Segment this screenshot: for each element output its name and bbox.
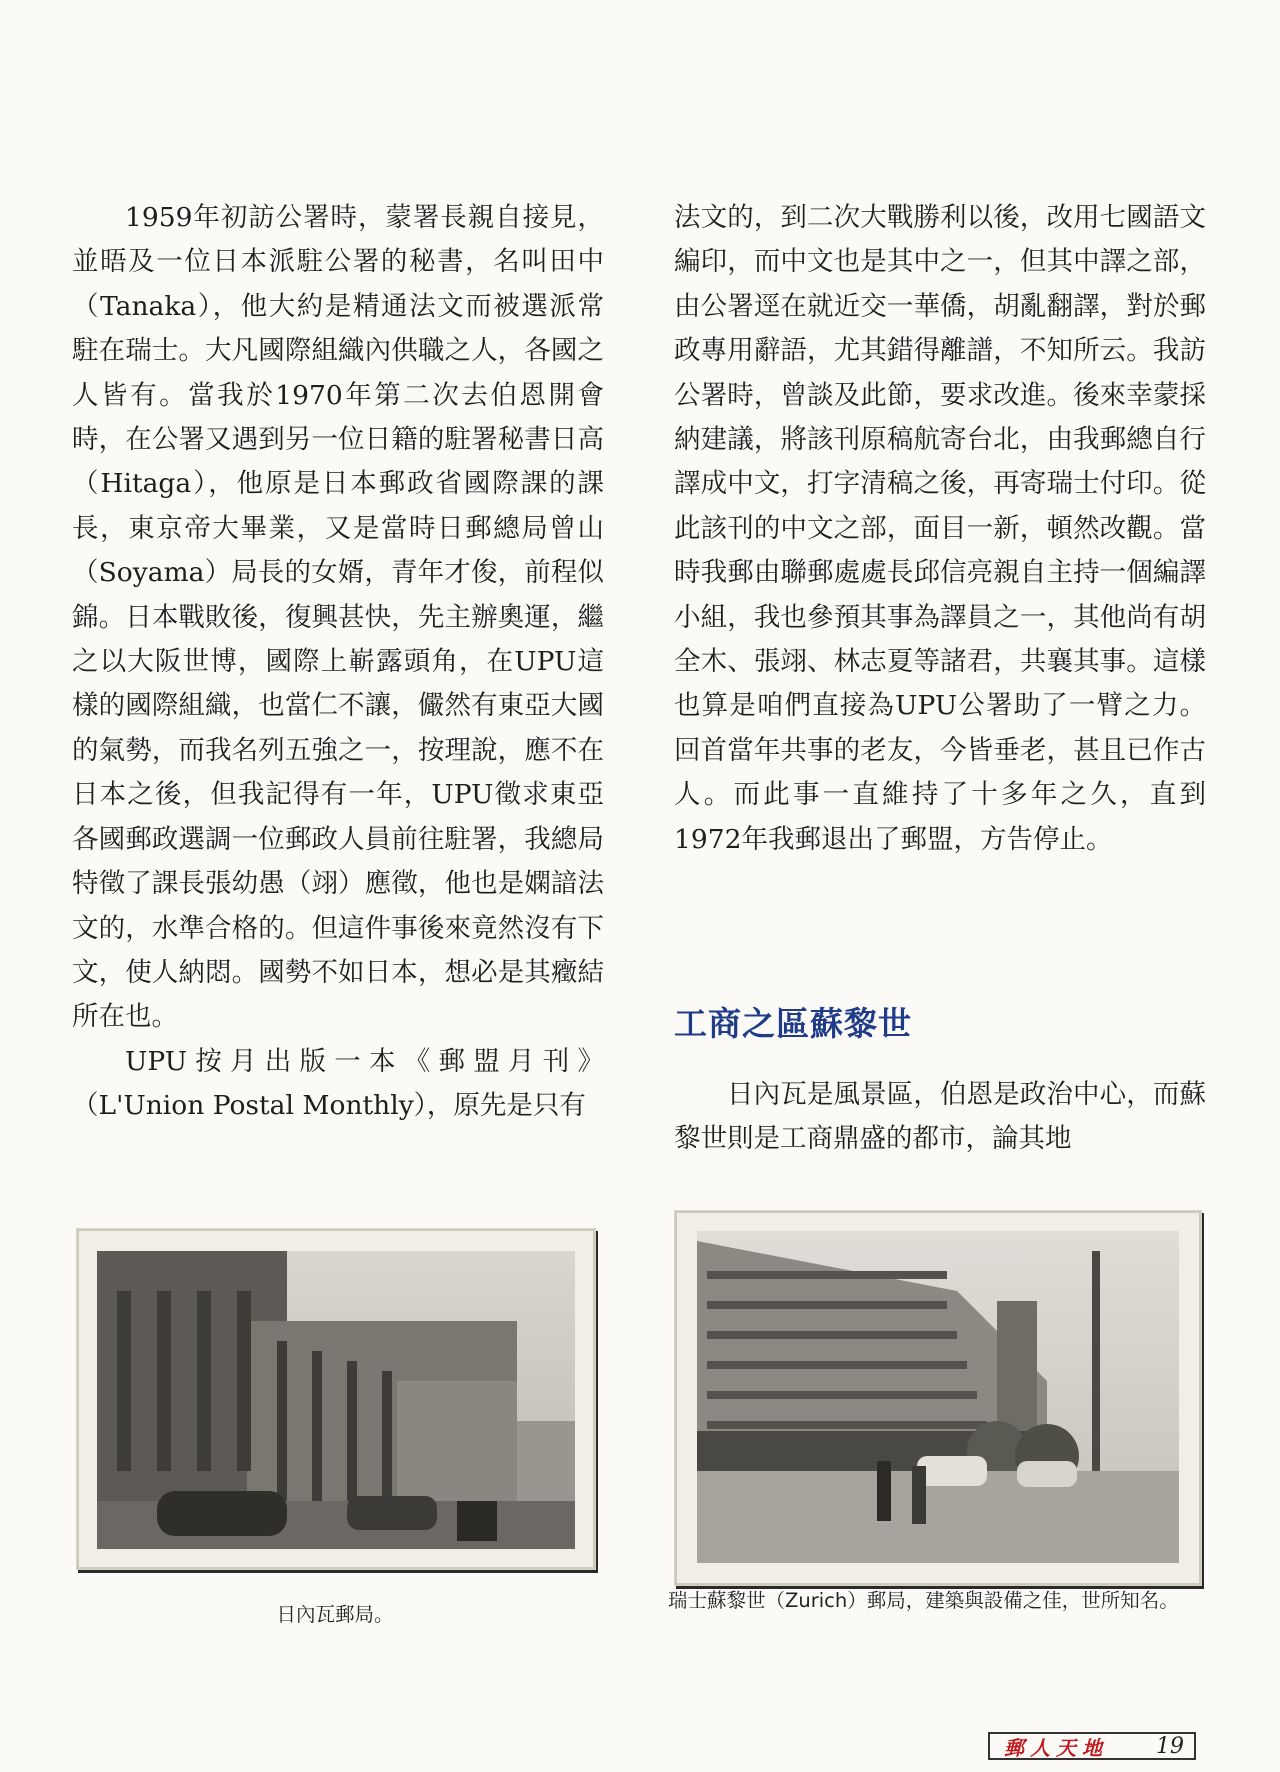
geneva-photo-frame bbox=[76, 1228, 596, 1570]
zurich-photo-frame bbox=[674, 1210, 1202, 1586]
left-paragraph-1: 1959年初訪公署時，蒙署長親自接見，並晤及一位日本派駐公署的秘書，名叫田中（Tanaka），他大約是精通法文而被選派常駐在瑞士。大凡國際組織內供職之人，各國之人皆有。當我於1970年第二次去伯恩開會時，在公署又遇到另一位日籍的駐署秘書日高（Hitaga），他原是日本郵政省國際課的課長，東京帝大畢業，又是當時日郵總局曾山（Soyama）局長的女婿，青年才俊，前程似錦。日本戰敗後，復興甚快，先主辦奧運，繼之以大阪世博，國際上嶄露頭角，在UPU這樣的國際組織，也當仁不讓，儼然有東亞大國的氣勢，而我名列五強之一，按理說，應不在日本之後，但我記得有一年，UPU徵求東亞各國郵政選調一位郵政人員前往駐署，我總局特徵了課長張幼愚（翊）應徵，他也是嫻諳法文的，水準合格的。但這件事後來竟然沒有下文，使人納悶。國勢不如日本，想必是其癥結所在也。 bbox=[72, 202, 604, 1033]
geneva-photo-caption: 日內瓦郵局。 bbox=[276, 1603, 394, 1626]
right-paragraph-1: 法文的，到二次大戰勝利以後，改用七國語文編印，而中文也是其中之一，但其中譯之部，由公署逕在就近交一華僑，胡亂翻譯，對於郵政專用辭語，尤其錯得離譜，不知所云。我訪公署時，曾談及此節，要求改進。後來幸蒙採納建議，將該刊原稿航寄台北，由我郵總自行譯成中文，打字清稿之後，再寄瑞士付印。從此該刊的中文之部，面目一新，頓然改觀。當時我郵由聯郵處處長邱信亮親自主持一個編譯小組，我也參預其事為譯員之一，其他尚有胡全木、張翊、林志夏等諸君，共襄其事。這樣也算是咱們直接為UPU公署助了一臂之力。回首當年共事的老友，今皆垂老，甚且已作古人。而此事一直維持了十多年之久，直到1972年我郵退出了郵盟，方告停止。 bbox=[674, 202, 1206, 855]
section-heading: 工商之區蘇黎世 bbox=[674, 1004, 912, 1043]
right-text-column-2 bbox=[674, 1073, 1206, 1162]
geneva-post-office-photo bbox=[97, 1251, 575, 1549]
footer-badge bbox=[988, 1732, 1196, 1760]
zurich-photo-caption: 瑞士蘇黎世（Zurich）郵局，建築與設備之佳，世所知名。 bbox=[668, 1589, 1179, 1612]
left-text-column bbox=[72, 196, 604, 1129]
left-paragraph-2: UPU按月出版一本《郵盟月刊》（L'Union Postal Monthly），原先是只有 bbox=[72, 1045, 604, 1122]
right-paragraph-2: 日內瓦是風景區，伯恩是政治中心，而蘇黎世則是工商鼎盛的都市，論其地 bbox=[674, 1079, 1206, 1155]
magazine-title: 郵人天地 bbox=[1004, 1735, 1108, 1760]
zurich-post-office-photo bbox=[697, 1231, 1179, 1563]
page-number: 19 bbox=[1156, 1733, 1184, 1759]
right-text-column bbox=[674, 196, 1206, 862]
